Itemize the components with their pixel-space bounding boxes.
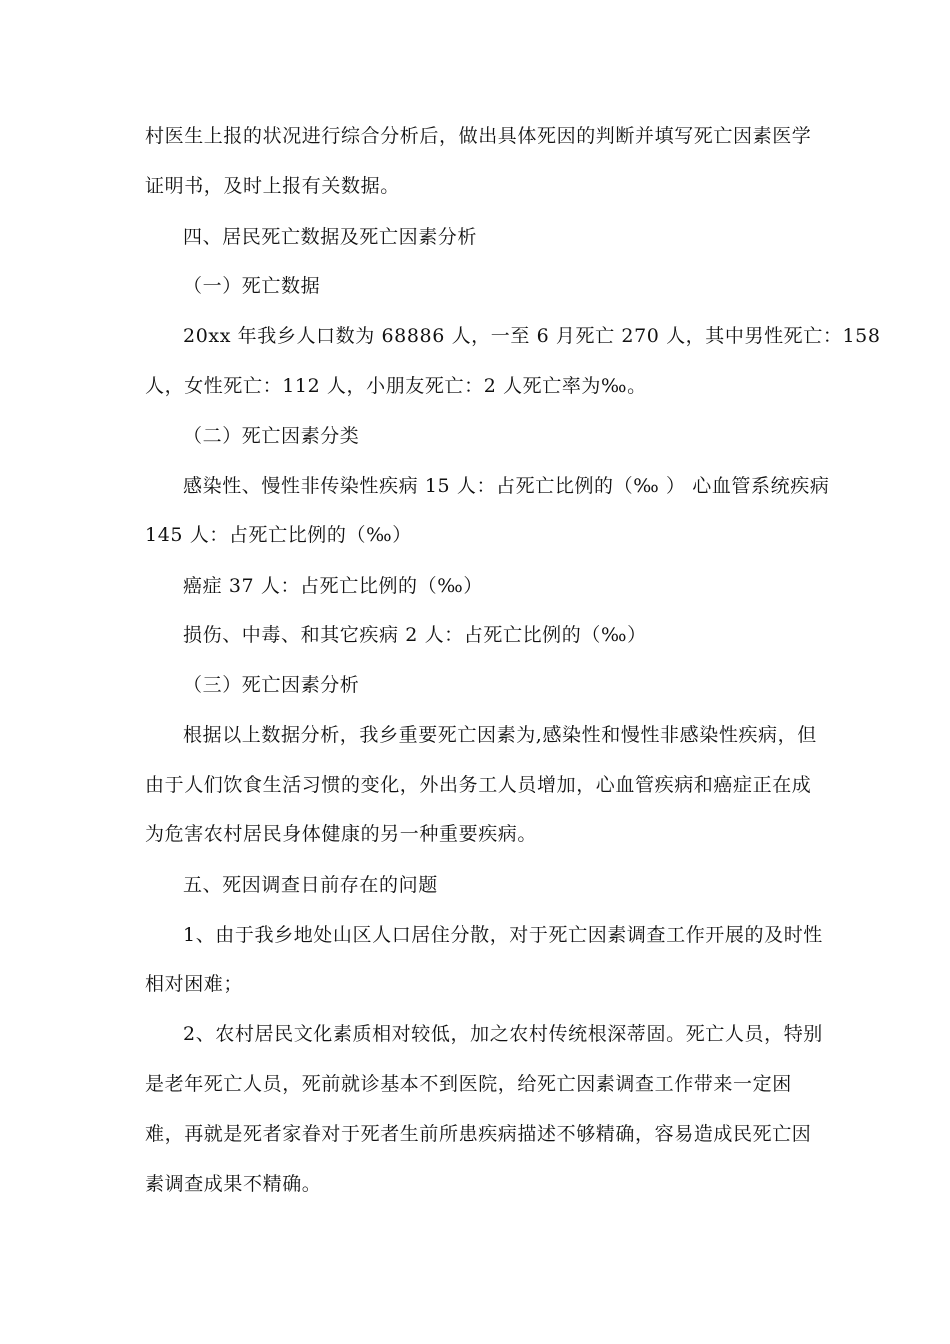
- body-text-line: 是老年死亡人员，死前就诊基本不到医院，给死亡因素调查工作带来一定困: [145, 1073, 792, 1095]
- subsection-heading: （二）死亡因素分类: [183, 425, 360, 447]
- body-text-line: 癌症 37 人：占死亡比例的（‰）: [183, 575, 483, 597]
- body-text-line: 证明书，及时上报有关数据。: [145, 175, 400, 197]
- body-text-line: 人，女性死亡：112 人，小朋友死亡：2 人死亡率为‰。: [145, 375, 647, 397]
- body-text-line: 村医生上报的状况进行综合分析后，做出具体死因的判断并填写死亡因素医学: [145, 125, 812, 147]
- body-text-line: 根据以上数据分析，我乡重要死亡因素为,感染性和慢性非感染性疾病，但: [183, 724, 817, 746]
- body-text-line: 相对困难；: [145, 973, 244, 995]
- body-text-line: 为危害农村居民身体健康的另一种重要疾病。: [145, 823, 538, 845]
- body-text-line: 难，再就是死者家眷对于死者生前所患疾病描述不够精确，容易造成民死亡因: [145, 1123, 812, 1145]
- subsection-heading: （一）死亡数据: [183, 275, 321, 297]
- section-heading: 四、居民死亡数据及死亡因素分析: [183, 226, 478, 248]
- body-text-line: 1、由于我乡地处山区人口居住分散，对于死亡因素调查工作开展的及时性: [183, 924, 823, 946]
- subsection-heading: （三）死亡因素分析: [183, 674, 360, 696]
- body-text-line: 由于人们饮食生活习惯的变化，外出务工人员增加，心血管疾病和癌症正在成: [145, 774, 812, 796]
- section-heading: 五、死因调查日前存在的问题: [183, 874, 438, 896]
- body-text-line: 感染性、慢性非传染性疾病 15 人：占死亡比例的（‰ ） 心血管系统疾病: [183, 475, 830, 497]
- body-text-line: 2、农村居民文化素质相对较低，加之农村传统根深蒂固。死亡人员，特别: [183, 1023, 823, 1045]
- body-text-line: 20xx 年我乡人口数为 68886 人，一至 6 月死亡 270 人，其中男性死亡：158: [183, 325, 881, 347]
- body-text-line: 145 人：占死亡比例的（‰）: [145, 524, 412, 546]
- body-text-line: 损伤、中毒、和其它疾病 2 人：占死亡比例的（‰）: [183, 624, 647, 646]
- body-text-line: 素调查成果不精确。: [145, 1173, 322, 1195]
